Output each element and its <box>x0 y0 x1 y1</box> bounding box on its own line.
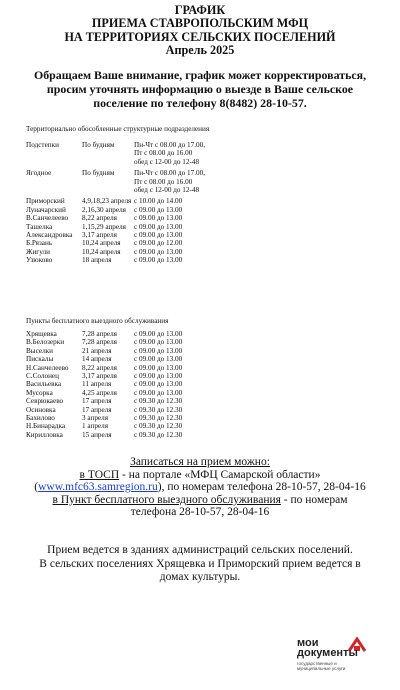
settlement-name: В.Санчелеево <box>26 214 69 223</box>
hours-line: Пн-Чт с 08.00 до 17.00, <box>134 169 206 178</box>
working-hours: с 09.30 до 12.30 <box>134 405 183 414</box>
working-hours <box>134 256 234 264</box>
settlement-name: Кирилловка <box>26 430 63 439</box>
working-hours: с 09.00 до 13.00 <box>134 363 183 372</box>
table-row <box>26 256 234 264</box>
footer-line-2: В сельских поселениях Хрящевка и Приморский прием ведется в <box>39 557 361 570</box>
working-hours: с 09.30 до 12.30 <box>134 430 183 439</box>
visit-days: 1 апреля <box>82 422 109 431</box>
header-line-4: Апрель 2025 <box>165 43 235 58</box>
working-hours <box>134 214 234 222</box>
working-hours: с 09.30 до 12.30 <box>134 397 183 406</box>
hours-line: с 09.00 до 13.00 <box>134 222 183 231</box>
schedule-header <box>0 4 400 58</box>
section1-table <box>26 141 234 265</box>
visit-days: По будням <box>82 169 115 178</box>
logo-word-1: мои <box>297 637 319 649</box>
tosp-portal-text: - на портале «МФЦ Самарской области» <box>119 468 321 481</box>
footer-line-1: Прием ведется в зданиях администраций сельских поселений. <box>47 544 353 556</box>
hours-line: обед с 12-00 до 12-48 <box>134 186 200 195</box>
table-row <box>26 231 234 239</box>
settlement-name: Луначарский <box>26 205 66 214</box>
table-row <box>26 141 234 166</box>
service-point-text: - по номерам <box>280 493 348 506</box>
visit-days: 4,9,18,23 апреля <box>82 197 132 206</box>
signup-block <box>20 456 380 519</box>
logo-tagline: государственные и муниципальные услуги <box>297 661 346 671</box>
header-line-2: ПРИЕМА СТАВРОПОЛЬСКИМ МФЦ <box>91 16 309 31</box>
table-row <box>26 355 234 363</box>
settlement-name: Узюково <box>26 256 53 265</box>
working-hours: с 09.30 до 12.30 <box>134 414 183 423</box>
footer-line-3: домах культуры. <box>159 571 241 584</box>
hours-line: Пт с 08.00 до 16.00 <box>134 149 193 158</box>
table-row <box>26 248 234 256</box>
working-hours <box>134 141 234 166</box>
table-row <box>26 338 234 346</box>
table-row <box>26 372 234 380</box>
table-row <box>26 206 234 214</box>
working-hours: с 09.00 до 13.00 <box>134 380 183 389</box>
visit-days: 3,17 апреля <box>82 372 117 381</box>
header-line-3: НА ТЕРРИТОРИЯХ СЕЛЬСКИХ ПОСЕЛЕНИЙ <box>64 29 336 44</box>
settlement-name: Выселки <box>26 346 54 355</box>
visit-days: 8,22 апреля <box>82 214 117 223</box>
visit-days: 2,16,30 апреля <box>82 205 126 214</box>
table-row <box>26 197 234 205</box>
settlement-name: Ташелка <box>26 222 53 231</box>
working-hours: с 09.00 до 13.00 <box>134 388 183 397</box>
settlement-name: С.Солонец <box>26 372 59 381</box>
settlement-name: Жигули <box>26 247 50 256</box>
service-point-phones: телефона 28-10-57, 28-04-16 <box>130 506 270 519</box>
settlement-name: Александровка <box>26 231 73 240</box>
working-hours <box>134 239 234 247</box>
settlement-name: Н.Санчелеево <box>26 363 69 372</box>
settlement-name: Бахилово <box>26 414 55 423</box>
table-row <box>26 239 234 247</box>
table-row <box>26 169 234 194</box>
working-hours <box>134 197 234 205</box>
working-hours: с 09.00 до 13.00 <box>134 372 183 381</box>
settlement-name: Васильевка <box>26 380 62 389</box>
hours-line: Пт с 08.00 до 16.00 <box>134 177 193 186</box>
settlement-name: Севрюкаево <box>26 397 64 406</box>
notice-text <box>18 68 382 110</box>
visit-days: 7,28 апреля <box>82 330 117 338</box>
visit-days: 3 апреля <box>82 414 109 423</box>
visit-days: 3,17 апреля <box>82 231 117 240</box>
working-hours: с 09.00 до 13.00 <box>134 330 183 338</box>
hours-line: с 09.00 до 13.00 <box>134 205 183 214</box>
working-hours: с 09.00 до 13.00 <box>134 355 183 364</box>
section2-title: Пункты бесплатного выездного обслуживания <box>26 317 169 325</box>
table-row <box>26 389 234 397</box>
hours-line: с 09.00 до 13.00 <box>134 214 183 223</box>
hours-line: с 10.00 до 14.00 <box>134 197 183 206</box>
settlement-name: Н.Бинарадка <box>26 422 66 431</box>
working-hours <box>134 206 234 214</box>
table-row <box>26 397 234 405</box>
section1-title: Территориально обособленные структурные подразделения <box>26 125 210 133</box>
footer-note <box>22 544 378 585</box>
working-hours: с 09.00 до 13.00 <box>134 338 183 347</box>
table-row <box>26 330 234 338</box>
signup-heading: Записаться на прием можно: <box>130 456 270 468</box>
hours-line: Пн-Чт с 08.00 до 17.00, <box>134 141 206 149</box>
table-row <box>26 347 234 355</box>
hours-line: с 09.00 до 13.00 <box>134 247 183 256</box>
table-row <box>26 431 234 439</box>
working-hours <box>134 248 234 256</box>
table-row <box>26 414 234 422</box>
hours-line: с 09.00 до 12.00 <box>134 239 183 248</box>
settlement-name: Осиновка <box>26 405 56 414</box>
table-row <box>26 406 234 414</box>
settlement-name: Приморский <box>26 197 65 206</box>
visit-days: 17 апреля <box>82 405 112 414</box>
visit-days: 7,28 апреля <box>82 338 117 347</box>
settlement-name: Пискалы <box>26 355 54 364</box>
visit-days: 21 апреля <box>82 346 112 355</box>
moi-dokumenty-logo <box>297 637 387 677</box>
table-row <box>26 214 234 222</box>
settlement-name: Хрящевка <box>26 330 57 338</box>
settlement-name: Ягодное <box>26 169 52 178</box>
notice-line-3: поселение по телефону 8(8482) 28-10-57. <box>93 96 307 110</box>
working-hours: с 09.00 до 13.00 <box>134 346 183 355</box>
settlement-name: В.Белозерки <box>26 338 65 347</box>
hours-line: обед с 12-00 до 12-48 <box>134 157 200 166</box>
visit-days: 14 апреля <box>82 355 112 364</box>
visit-days: 10,24 апреля <box>82 247 121 256</box>
working-hours <box>134 231 234 239</box>
visit-days: 17 апреля <box>82 397 112 406</box>
working-hours <box>134 169 234 194</box>
table-row <box>26 422 234 430</box>
visit-days: 10,24 апреля <box>82 239 121 248</box>
table-row <box>26 223 234 231</box>
working-hours <box>134 223 234 231</box>
paren-open: ( <box>34 481 39 494</box>
visit-days: 4,25 апреля <box>82 388 117 397</box>
tosp-link[interactable]: в ТОСП <box>79 468 120 481</box>
table-row <box>26 380 234 388</box>
notice-line-1: Обращаем Ваше внимание, график может корректироваться, <box>33 68 367 82</box>
service-point-link[interactable]: в Пункт бесплатного выездного обслуживания <box>52 493 281 506</box>
visit-days: По будням <box>82 141 115 149</box>
settlement-name: Б.Рязань <box>26 239 53 248</box>
visit-days: 11 апреля <box>82 380 112 389</box>
header-line-1: ГРАФИК <box>174 3 226 17</box>
visit-days: 1,15,29 апреля <box>82 222 126 231</box>
notice-line-2: просим уточнять информацию о выезде в Ваше сельское <box>46 82 354 96</box>
table-row <box>26 364 234 372</box>
tosp-phones: ), по номерам телефона 28-10-57, 28-04-16 <box>157 481 366 494</box>
visit-days: 8,22 апреля <box>82 363 117 372</box>
hours-line: с 09.00 до 13.00 <box>134 256 183 265</box>
settlement-name: Подстепки <box>26 141 59 149</box>
visit-days: 18 апреля <box>82 256 112 265</box>
mfc-site-link[interactable]: www.mfc63.samregion.ru <box>38 481 158 494</box>
hours-line: с 09.00 до 13.00 <box>134 231 183 240</box>
visit-days: 15 апреля <box>82 430 112 439</box>
settlement-name: Мусорка <box>26 388 53 397</box>
section2-table <box>26 330 234 439</box>
working-hours: с 09.30 до 12.30 <box>134 422 183 431</box>
logo-word-2: документы <box>297 647 358 659</box>
